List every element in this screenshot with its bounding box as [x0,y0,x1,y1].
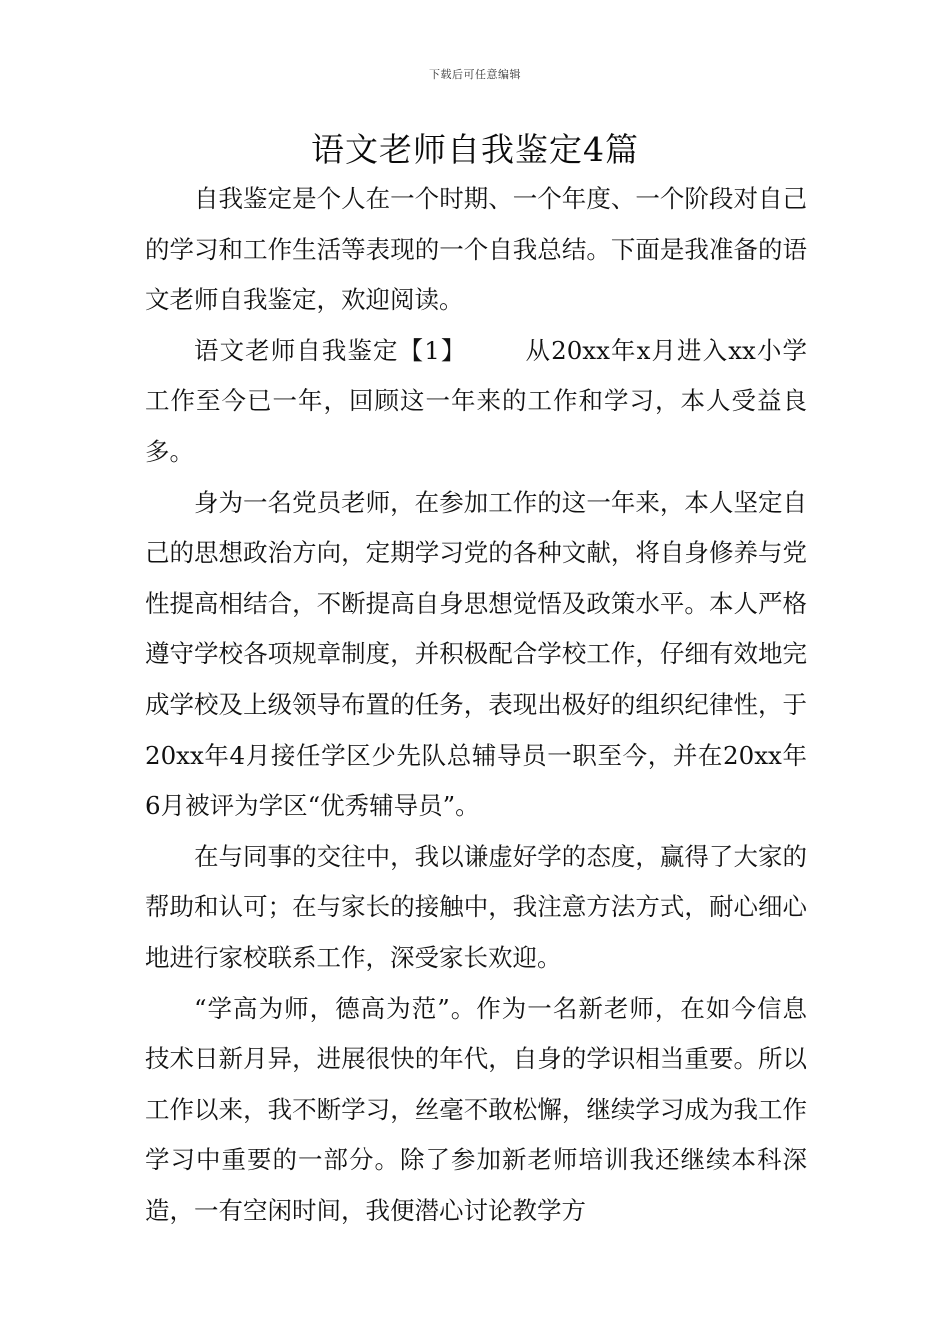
document-title: 语文老师自我鉴定4篇 [311,130,639,169]
paragraph-party-member: 身为一名党员老师，在参加工作的这一年来，本人坚定自己的思想政治方向，定期学习党的各种文献，将自身修养与党性提高相结合，不断提高自身思想觉悟及政策水平。本人严格遵守学校各项规章制度，并积极配合学校工作，仔细有效地完成学校及上级领导布置的任务，表现出极好的组织纪律性，于20xx年4月接任学区少先队总辅导员一职至今，并在20xx年6月被评为学区“优秀辅导员”。 [145,487,807,821]
paragraph-learning: “学高为师，德高为范”。作为一名新老师，在如今信息技术日新月异，进展很快的年代，自身的学识相当重要。所以工作以来，我不断学习，丝毫不敢松懈，继续学习成为我工作学习中重要的一部分。除了参加新老师培训我还继续本科深造，一有空闲时间，我便潜心讨论教学方 [145,993,807,1225]
header-note: 下载后可任意编辑 [429,68,521,81]
paragraph-colleagues: 在与同事的交往中，我以谦虚好学的态度，赢得了大家的帮助和认可；在与家长的接触中，我注意方法方式，耐心细心地进行家校联系工作，深受家长欢迎。 [145,841,807,972]
section-intro: 从20xx年x月进入xx小学工作至今已一年，回顾这一年来的工作和学习，本人受益良多。 [145,335,807,466]
paragraph-section-1 [145,326,807,478]
section-heading: 语文老师自我鉴定【1】 [194,335,467,365]
paragraph-intro: 自我鉴定是个人在一个时期、一个年度、一个阶段对自己的学习和工作生活等表现的一个自我总结。下面是我准备的语文老师自我鉴定，欢迎阅读。 [145,184,807,315]
document-body [145,174,807,1236]
